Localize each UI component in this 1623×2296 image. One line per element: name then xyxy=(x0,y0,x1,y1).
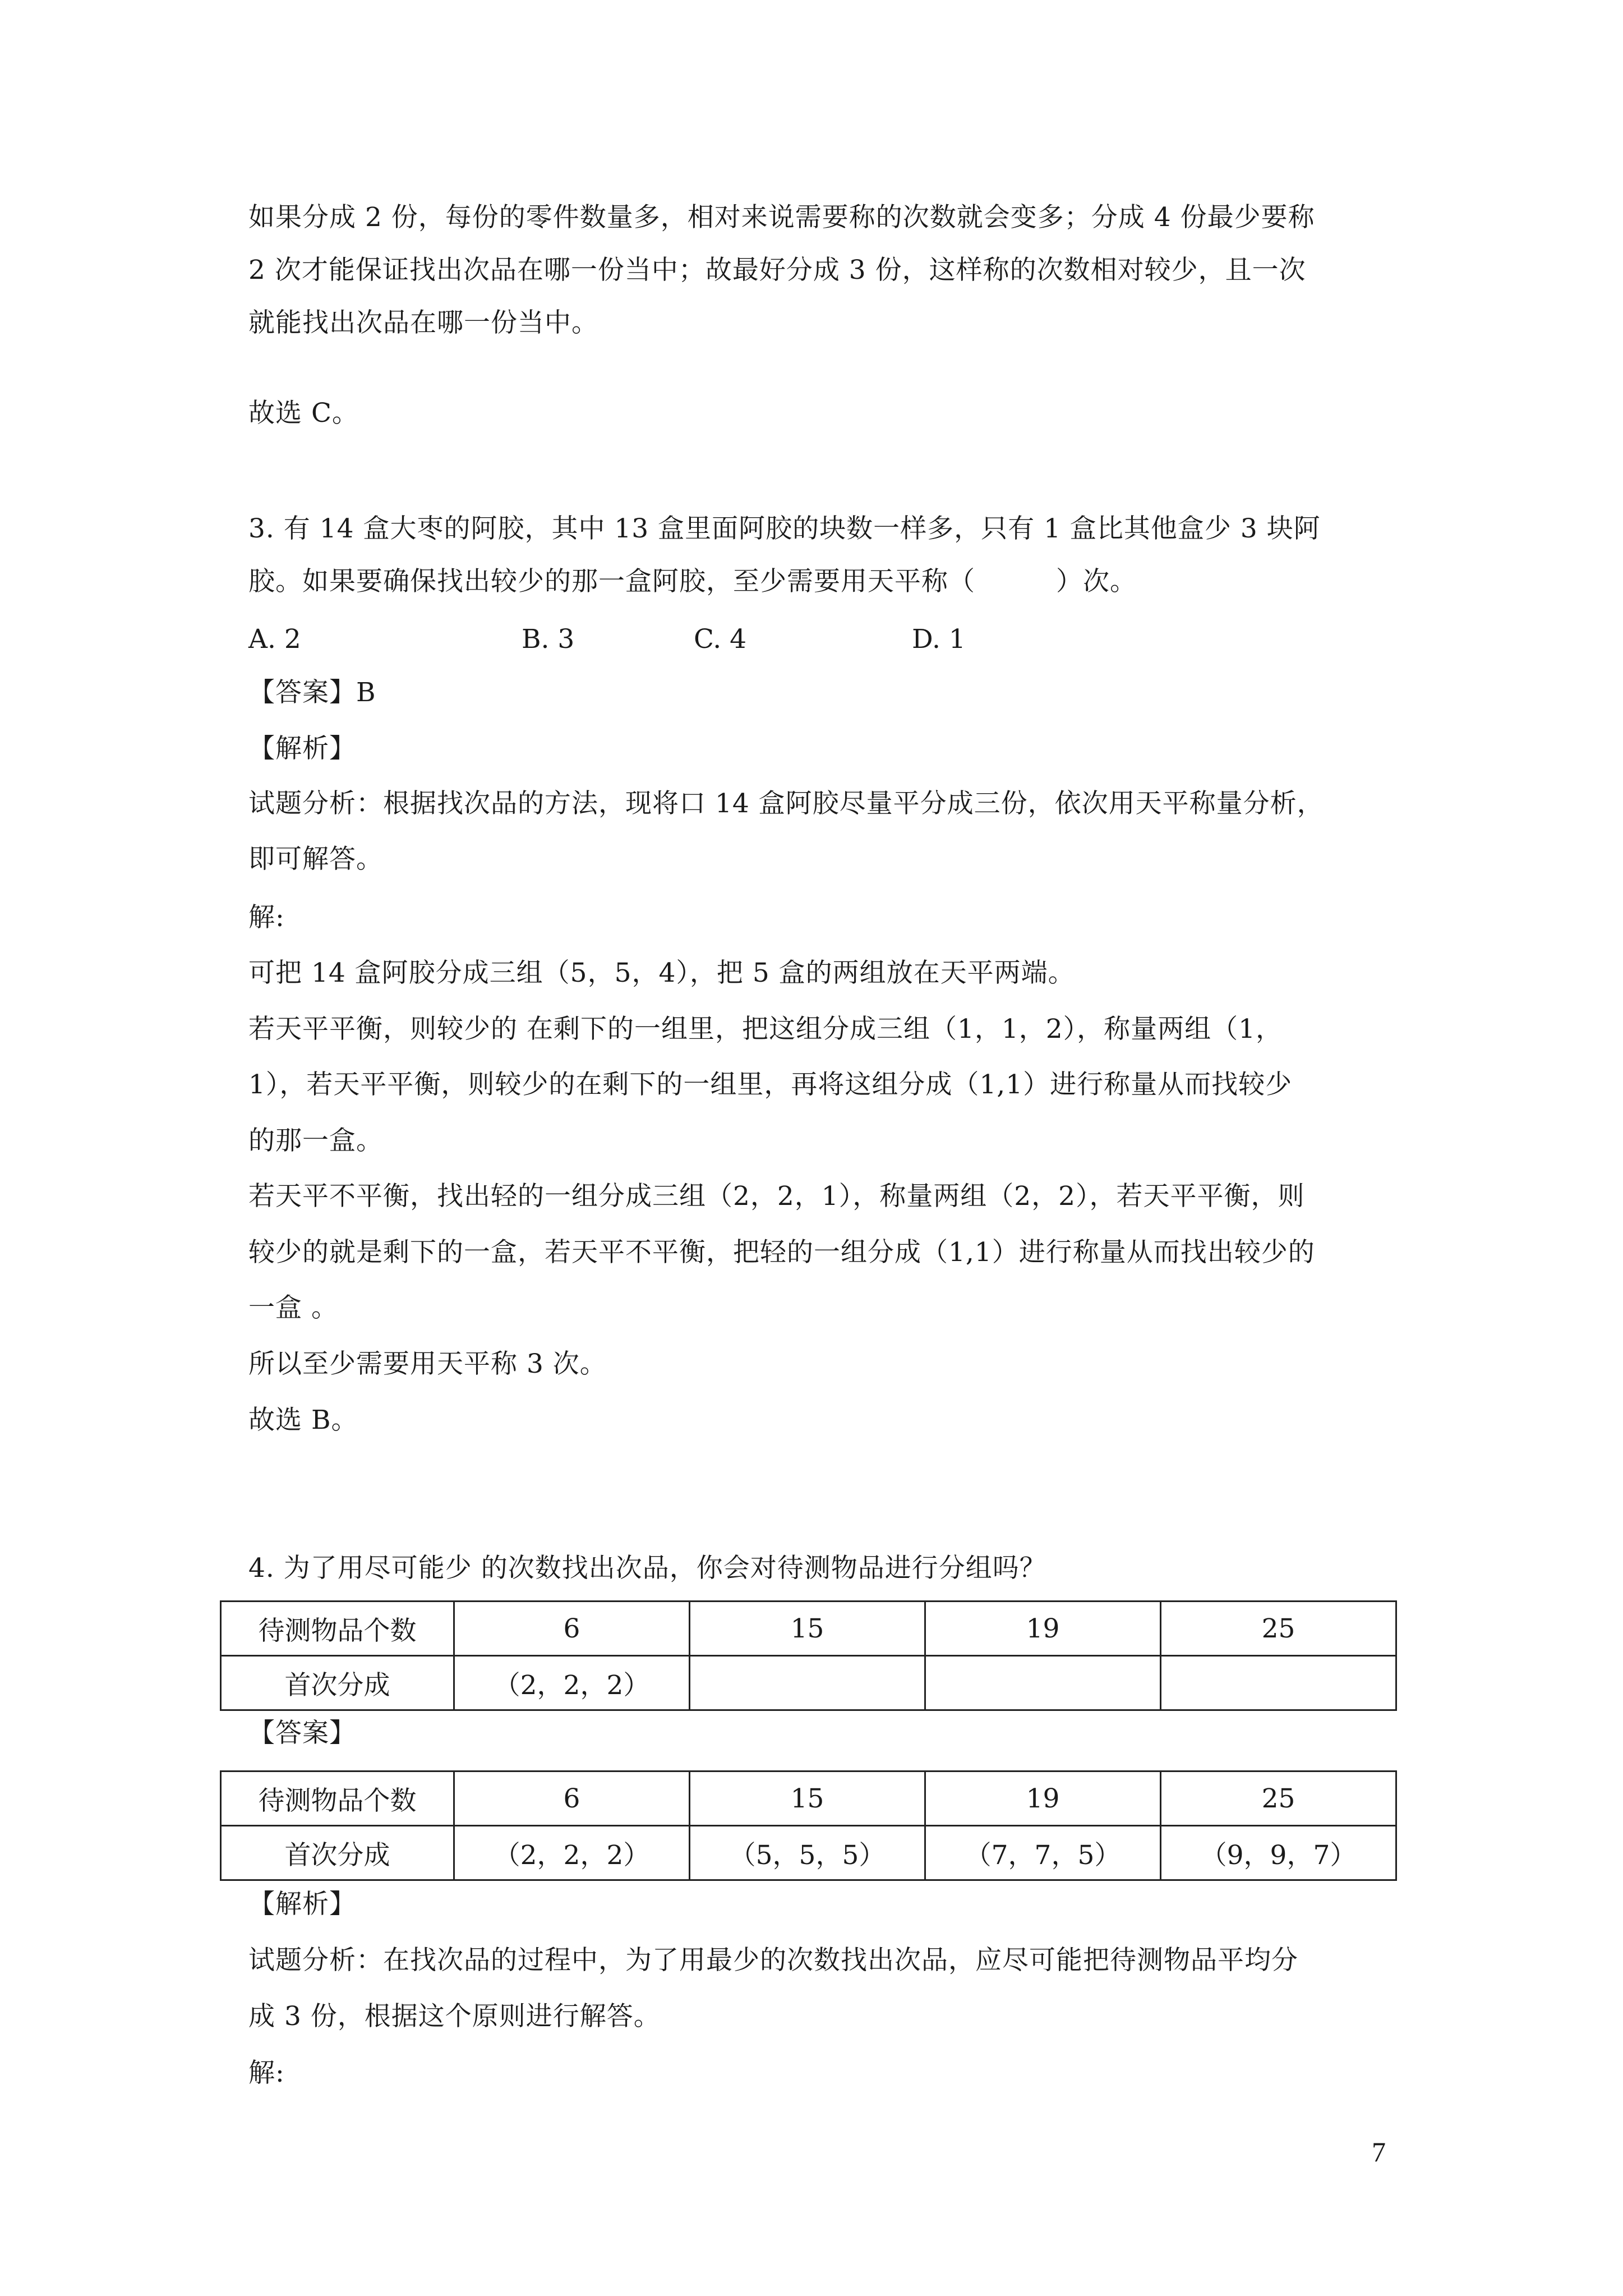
q4-stem: 4. 为了用尽可能少 的次数找出次品，你会对待测物品进行分组吗？ xyxy=(248,1553,1046,1584)
prev-solution-line-1: 如果分成 2 份，每份的零件数量多，相对来说需要称的次数就会变多；分成 4 份最少要称 xyxy=(248,202,1315,233)
count-cell: 15 xyxy=(690,1772,925,1826)
q4-answer-heading: 【答案】 xyxy=(248,1718,356,1749)
q3-analysis-line-2: 即可解答。 xyxy=(248,844,383,875)
q3-analysis-line-5: 若天平平衡，则较少的 在剩下的一组里，把这组分成三组（1，1，2），称量两组（1， xyxy=(248,1014,1283,1045)
q4-answer-table xyxy=(220,1770,1397,1881)
q3-analysis-line-9: 较少的就是剩下的一盒，若天平不平衡，把轻的一组分成（1,1）进行称量从而找出较少的 xyxy=(248,1237,1315,1268)
q3-analysis-line-4: 可把 14 盒阿胶分成三组（5，5，4），把 5 盒的两组放在天平两端。 xyxy=(248,958,1075,988)
group-cell: （5，5，5） xyxy=(690,1826,925,1880)
group-cell xyxy=(925,1656,1161,1710)
q3-analysis-line-12: 故选 B。 xyxy=(248,1405,358,1435)
q4-analysis-line-3: 解: xyxy=(248,2058,285,2088)
q3-stem-line-2: 胶。如果要确保找出较少的那一盒阿胶，至少需要用天平称（ ）次。 xyxy=(248,566,1137,597)
count-cell: 25 xyxy=(1161,1602,1396,1656)
table-row xyxy=(221,1656,1396,1710)
q3-analysis-line-10: 一盒 。 xyxy=(248,1292,338,1323)
q3-stem-line-1: 3. 有 14 盒大枣的阿胶，其中 13 盒里面阿胶的块数一样多，只有 1 盒比其他盒少 3 块阿 xyxy=(248,513,1321,544)
group-cell: （9，9，7） xyxy=(1161,1826,1396,1880)
table-row xyxy=(221,1772,1396,1826)
q3-analysis-line-6: 1），若天平平衡，则较少的在剩下的一组里，再将这组分成（1,1）进行称量从而找较少 xyxy=(248,1069,1293,1100)
count-cell: 15 xyxy=(690,1602,925,1656)
q3-analysis-line-1: 试题分析：根据找次品的方法，现将口 14 盒阿胶尽量平分成三份，依次用天平称量分析， xyxy=(248,788,1324,819)
row-header-groups: 首次分成 xyxy=(221,1656,454,1710)
group-cell: （7，7，5） xyxy=(925,1826,1161,1880)
q4-analysis-line-2: 成 3 份，根据这个原则进行解答。 xyxy=(248,2001,661,2032)
group-cell: （2，2，2） xyxy=(454,1826,690,1880)
prev-solution-line-3: 就能找出次品在哪一份当中。 xyxy=(248,307,598,338)
count-cell: 6 xyxy=(454,1602,690,1656)
group-cell xyxy=(1161,1656,1396,1710)
q4-analysis-heading: 【解析】 xyxy=(248,1889,356,1920)
row-header-count: 待测物品个数 xyxy=(221,1772,454,1826)
q3-option-c: C. 4 xyxy=(694,624,747,655)
group-cell xyxy=(690,1656,925,1710)
q3-answer: 【答案】B xyxy=(248,677,376,708)
prev-solution-conclusion: 故选 C。 xyxy=(248,398,359,429)
q3-option-b: B. 3 xyxy=(522,624,575,655)
count-cell: 25 xyxy=(1161,1772,1396,1826)
group-cell: （2，2，2） xyxy=(454,1656,690,1710)
row-header-count: 待测物品个数 xyxy=(221,1602,454,1656)
q3-analysis-line-7: 的那一盒。 xyxy=(248,1125,383,1156)
table-row xyxy=(221,1602,1396,1656)
count-cell: 6 xyxy=(454,1772,690,1826)
q3-analysis-heading: 【解析】 xyxy=(248,733,356,764)
q3-option-a: A. 2 xyxy=(248,624,301,655)
q4-question-table xyxy=(220,1600,1397,1711)
count-cell: 19 xyxy=(925,1602,1161,1656)
q3-analysis-line-3: 解: xyxy=(248,902,285,933)
q3-analysis-line-8: 若天平不平衡，找出轻的一组分成三组（2，2，1），称量两组（2，2），若天平平衡，则 xyxy=(248,1181,1305,1212)
prev-solution-line-2: 2 次才能保证找出次品在哪一份当中；故最好分成 3 份，这样称的次数相对较少，且一次 xyxy=(248,255,1306,286)
q3-analysis-line-11: 所以至少需要用天平称 3 次。 xyxy=(248,1349,607,1379)
count-cell: 19 xyxy=(925,1772,1161,1826)
table-row xyxy=(221,1826,1396,1880)
q3-option-d: D. 1 xyxy=(912,624,966,655)
q4-analysis-line-1: 试题分析：在找次品的过程中，为了用最少的次数找出次品，应尽可能把待测物品平均分 xyxy=(248,1945,1298,1976)
row-header-groups: 首次分成 xyxy=(221,1826,454,1880)
page-number: 7 xyxy=(1372,2136,1386,2168)
